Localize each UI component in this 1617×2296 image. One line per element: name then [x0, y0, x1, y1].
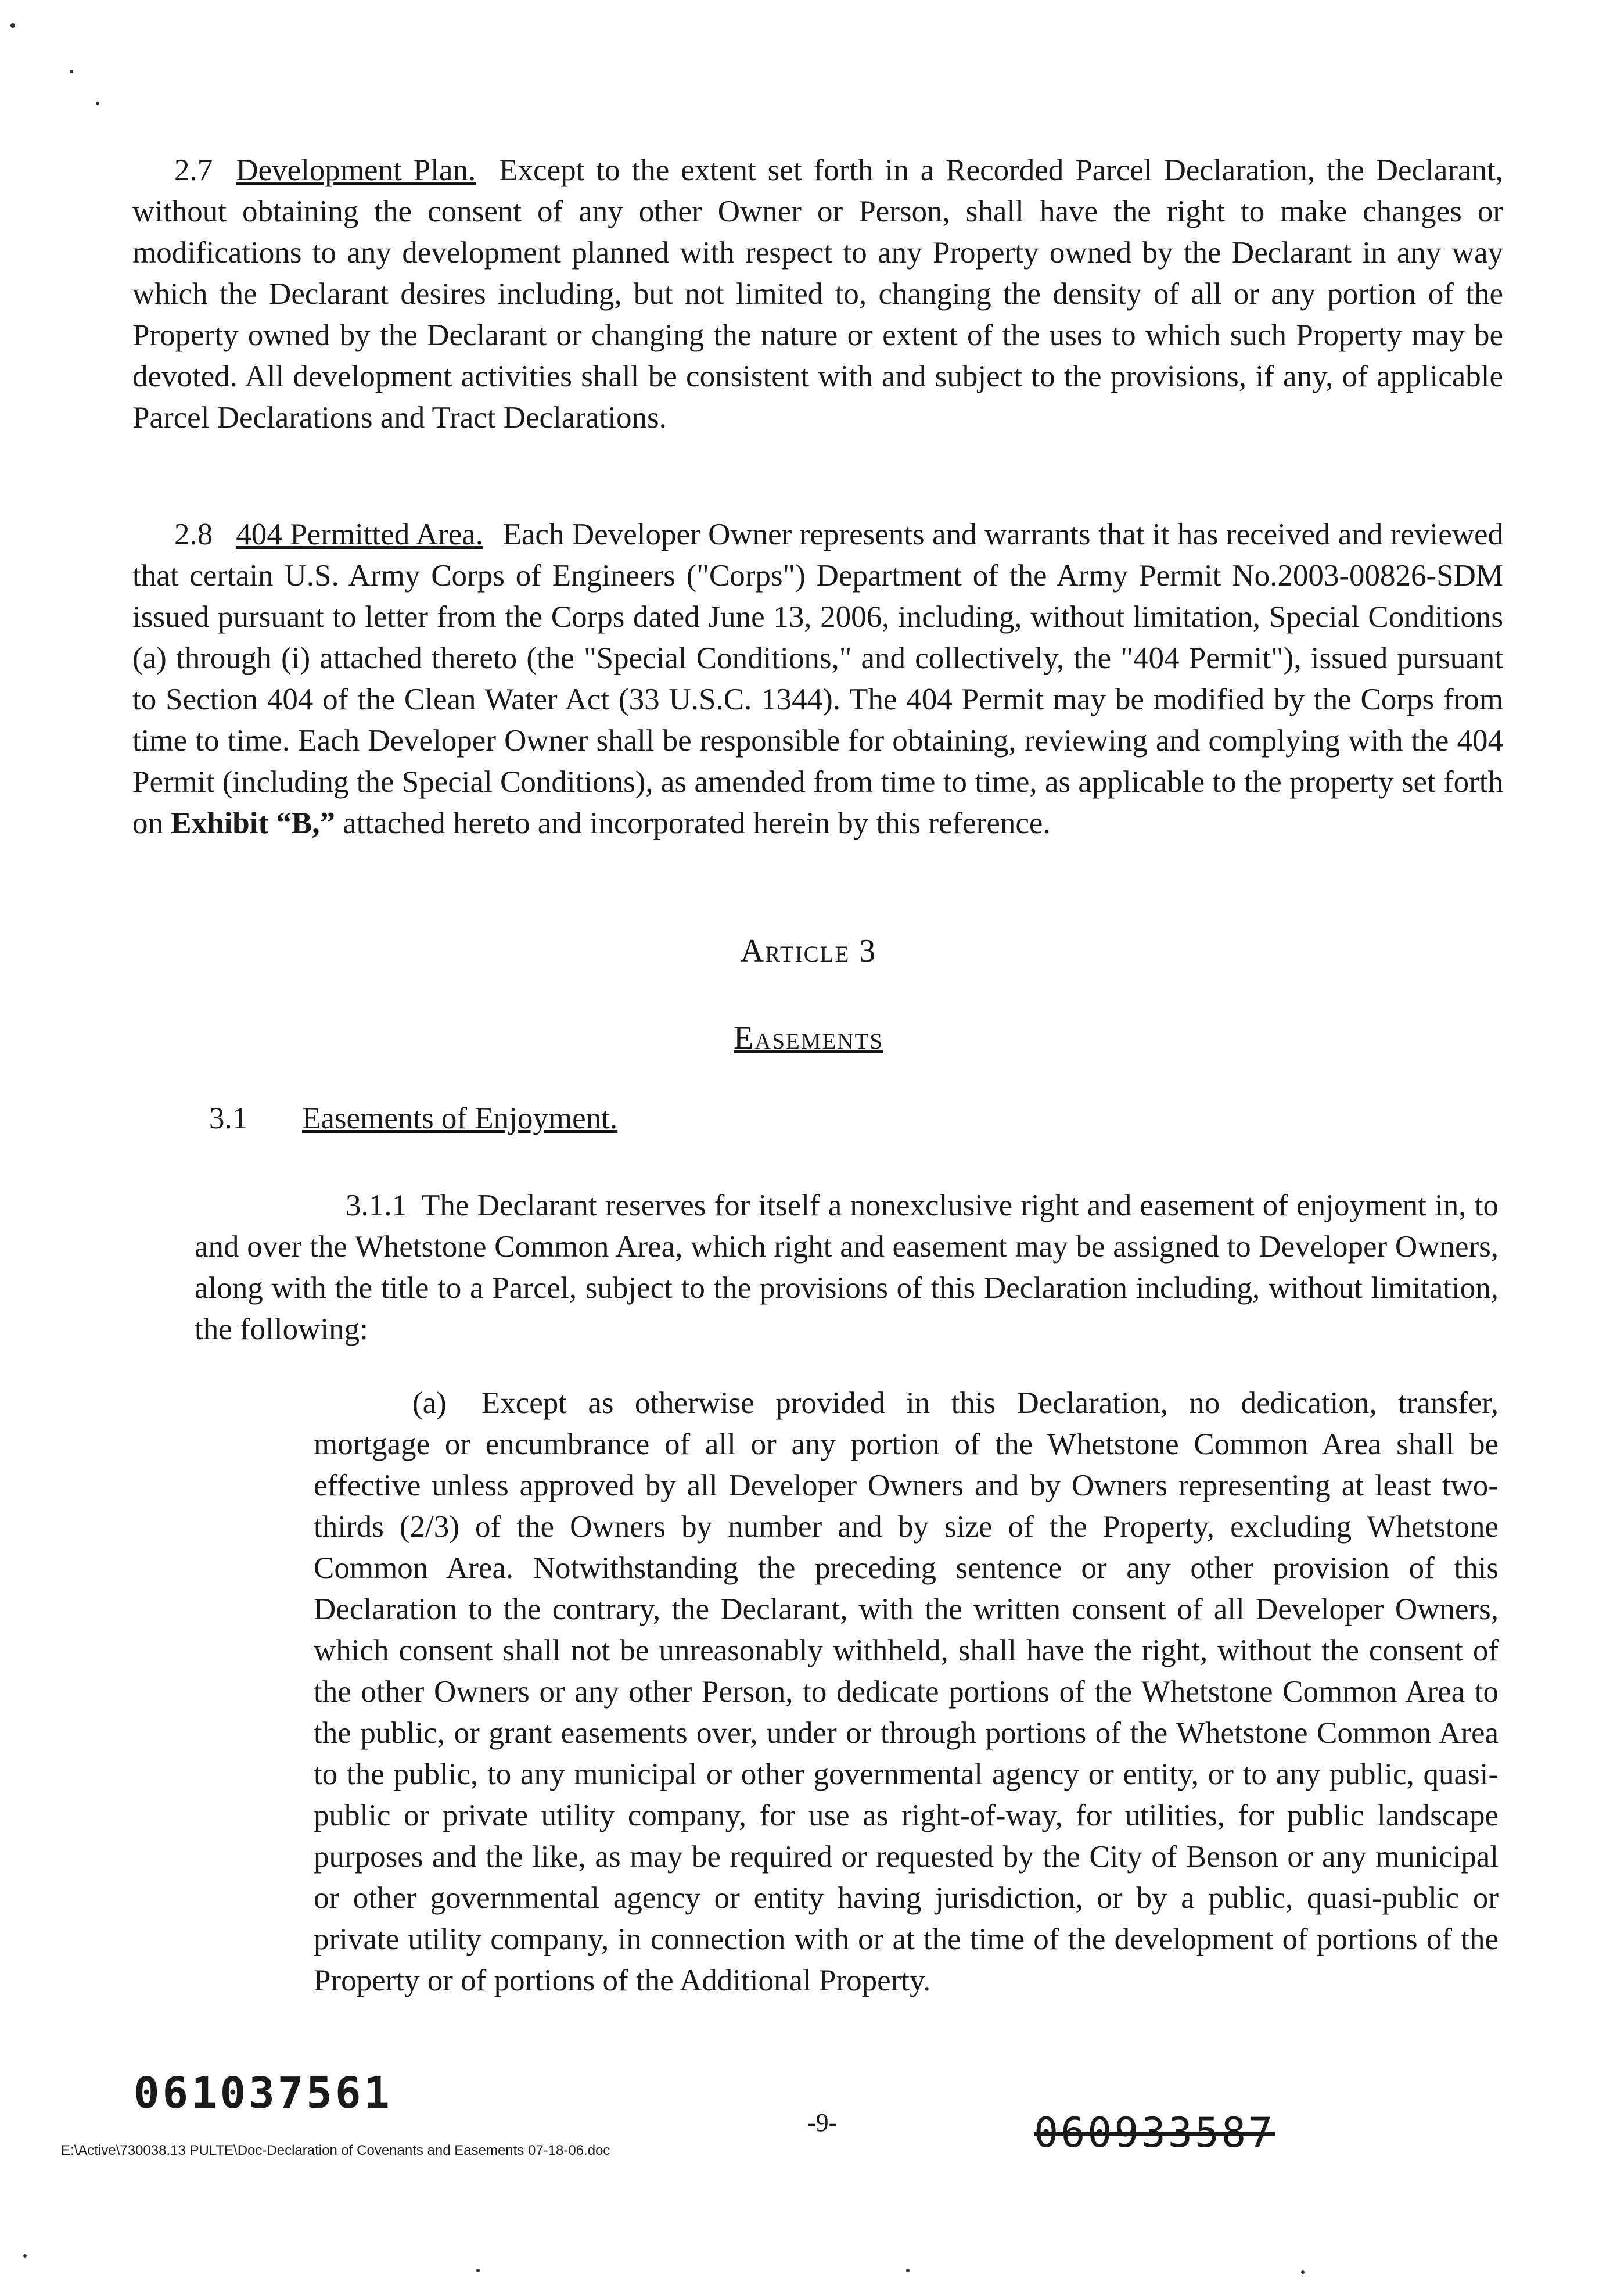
page-number: -9-: [807, 2108, 838, 2137]
section-3-1-label: Easements of Enjoyment.: [302, 1102, 618, 1135]
section-2-8-text: Each Developer Owner represents and warrants that it has received and reviewed that certain U.S. Army Corps of Engineers ("Corps") Department of the Army Permit No.2003-00826-SDM issued pursuant to letter from the Corps dated June 13, 2006, including, without limitation, Special Conditions (a) through (i) attached thereto (the "Special Conditions," and collectively, the "404 Permit"), issued pursuant to Section 404 of the Clean Water Act (33 U.S.C. 1344). The 404 Permit may be modified by the Corps from time to time. Each Developer Owner shall be responsible for obtaining, reviewing and complying with the 404 Permit (including the Special Conditions), as amended from time to time, as applicable to the property set forth on: [132, 518, 1504, 840]
section-2-8-paragraph: [132, 514, 1503, 844]
section-2-8-text-end: attached hereto and incorporated herein by this reference.: [343, 806, 1051, 840]
section-2-7-paragraph: [132, 150, 1503, 439]
scan-speck: [476, 2269, 480, 2272]
section-3-1-heading: [209, 1101, 617, 1136]
section-2-8-number: 2.8: [174, 518, 213, 551]
scan-speck: [10, 23, 15, 28]
subsection-a-paragraph: [314, 1383, 1499, 2001]
section-2-7-heading: Development Plan.: [236, 153, 476, 187]
subsection-a-label: (a): [412, 1386, 447, 1420]
footer-file-path: E:\Active\730038.13 PULTE\Doc-Declaration of Covenants and Easements 07-18-06.doc: [61, 2143, 610, 2158]
scan-speck: [1301, 2270, 1305, 2274]
section-3-1-number: 3.1: [209, 1102, 248, 1135]
exhibit-b-reference: Exhibit “B,”: [171, 806, 336, 840]
section-3-1-1-paragraph: [195, 1185, 1499, 1350]
section-3-1-1-number: 3.1.1: [346, 1189, 407, 1222]
article-title: Article 3: [740, 933, 877, 969]
section-2-7-number: 2.7: [174, 153, 213, 187]
subsection-a-text: Except as otherwise provided in this Declaration, no dedication, transfer, mortgage or encumbrance of all or any portion of the Whetstone Common Area shall be effective unless approved by all Developer Owners and by Owners representing at least two-thirds (2/3) of the Owners by number and by size of the Property, excluding Whetstone Common Area. Notwithstanding the preceding sentence or any other provision of this Declaration to the contrary, the Declarant, with the written consent of all Developer Owners, which consent shall not be unreasonably withheld, shall have the right, without the consent of the other Owners or any other Person, to dedicate portions of the Whetstone Common Area to the public, or grant easements over, under or through portions of the Whetstone Common Area to the public, to any municipal or other governmental agency or entity, or to any public, quasi-public or private utility company, for use as right-of-way, for utilities, for public landscape purposes and the like, as may be required or requested by the City of Benson or any municipal or other governmental agency or entity having jurisdiction, or by a public, quasi-public or private utility company, in connection with or at the time of the development of portions of the Property or of portions of the Additional Property.: [314, 1386, 1499, 1997]
section-3-1-1-text: The Declarant reserves for itself a nonexclusive right and easement of enjoyment in, to and over the Whetstone Common Area, which right and easement may be assigned to Developer Owners, along with the title to a Parcel, subject to the provisions of this Declaration including, without limitation, the following:: [195, 1189, 1499, 1346]
scan-speck: [70, 70, 73, 73]
section-2-7-text: Except to the extent set forth in a Recorded Parcel Declaration, the Declarant, without obtaining the consent of any other Owner or Person, shall have the right to make changes or modifications to any development planned with respect to any Property owned by the Declarant in any way which the Declarant desires including, but not limited to, changing the density of all or any portion of the Property owned by the Declarant or changing the nature or extent of the uses to which such Property may be devoted. All development activities shall be consistent with and subject to the provisions, if any, of applicable Parcel Declarations and Tract Declarations.: [132, 153, 1503, 435]
struck-recording-number: 060933587: [1034, 2109, 1275, 2157]
recording-number-stamp: 061037561: [134, 2068, 393, 2118]
article-subtitle: Easements: [733, 1020, 884, 1056]
section-2-8-heading: 404 Permitted Area.: [236, 518, 484, 551]
scan-speck: [23, 2254, 27, 2258]
scan-speck: [906, 2269, 910, 2272]
scan-speck: [96, 102, 99, 105]
